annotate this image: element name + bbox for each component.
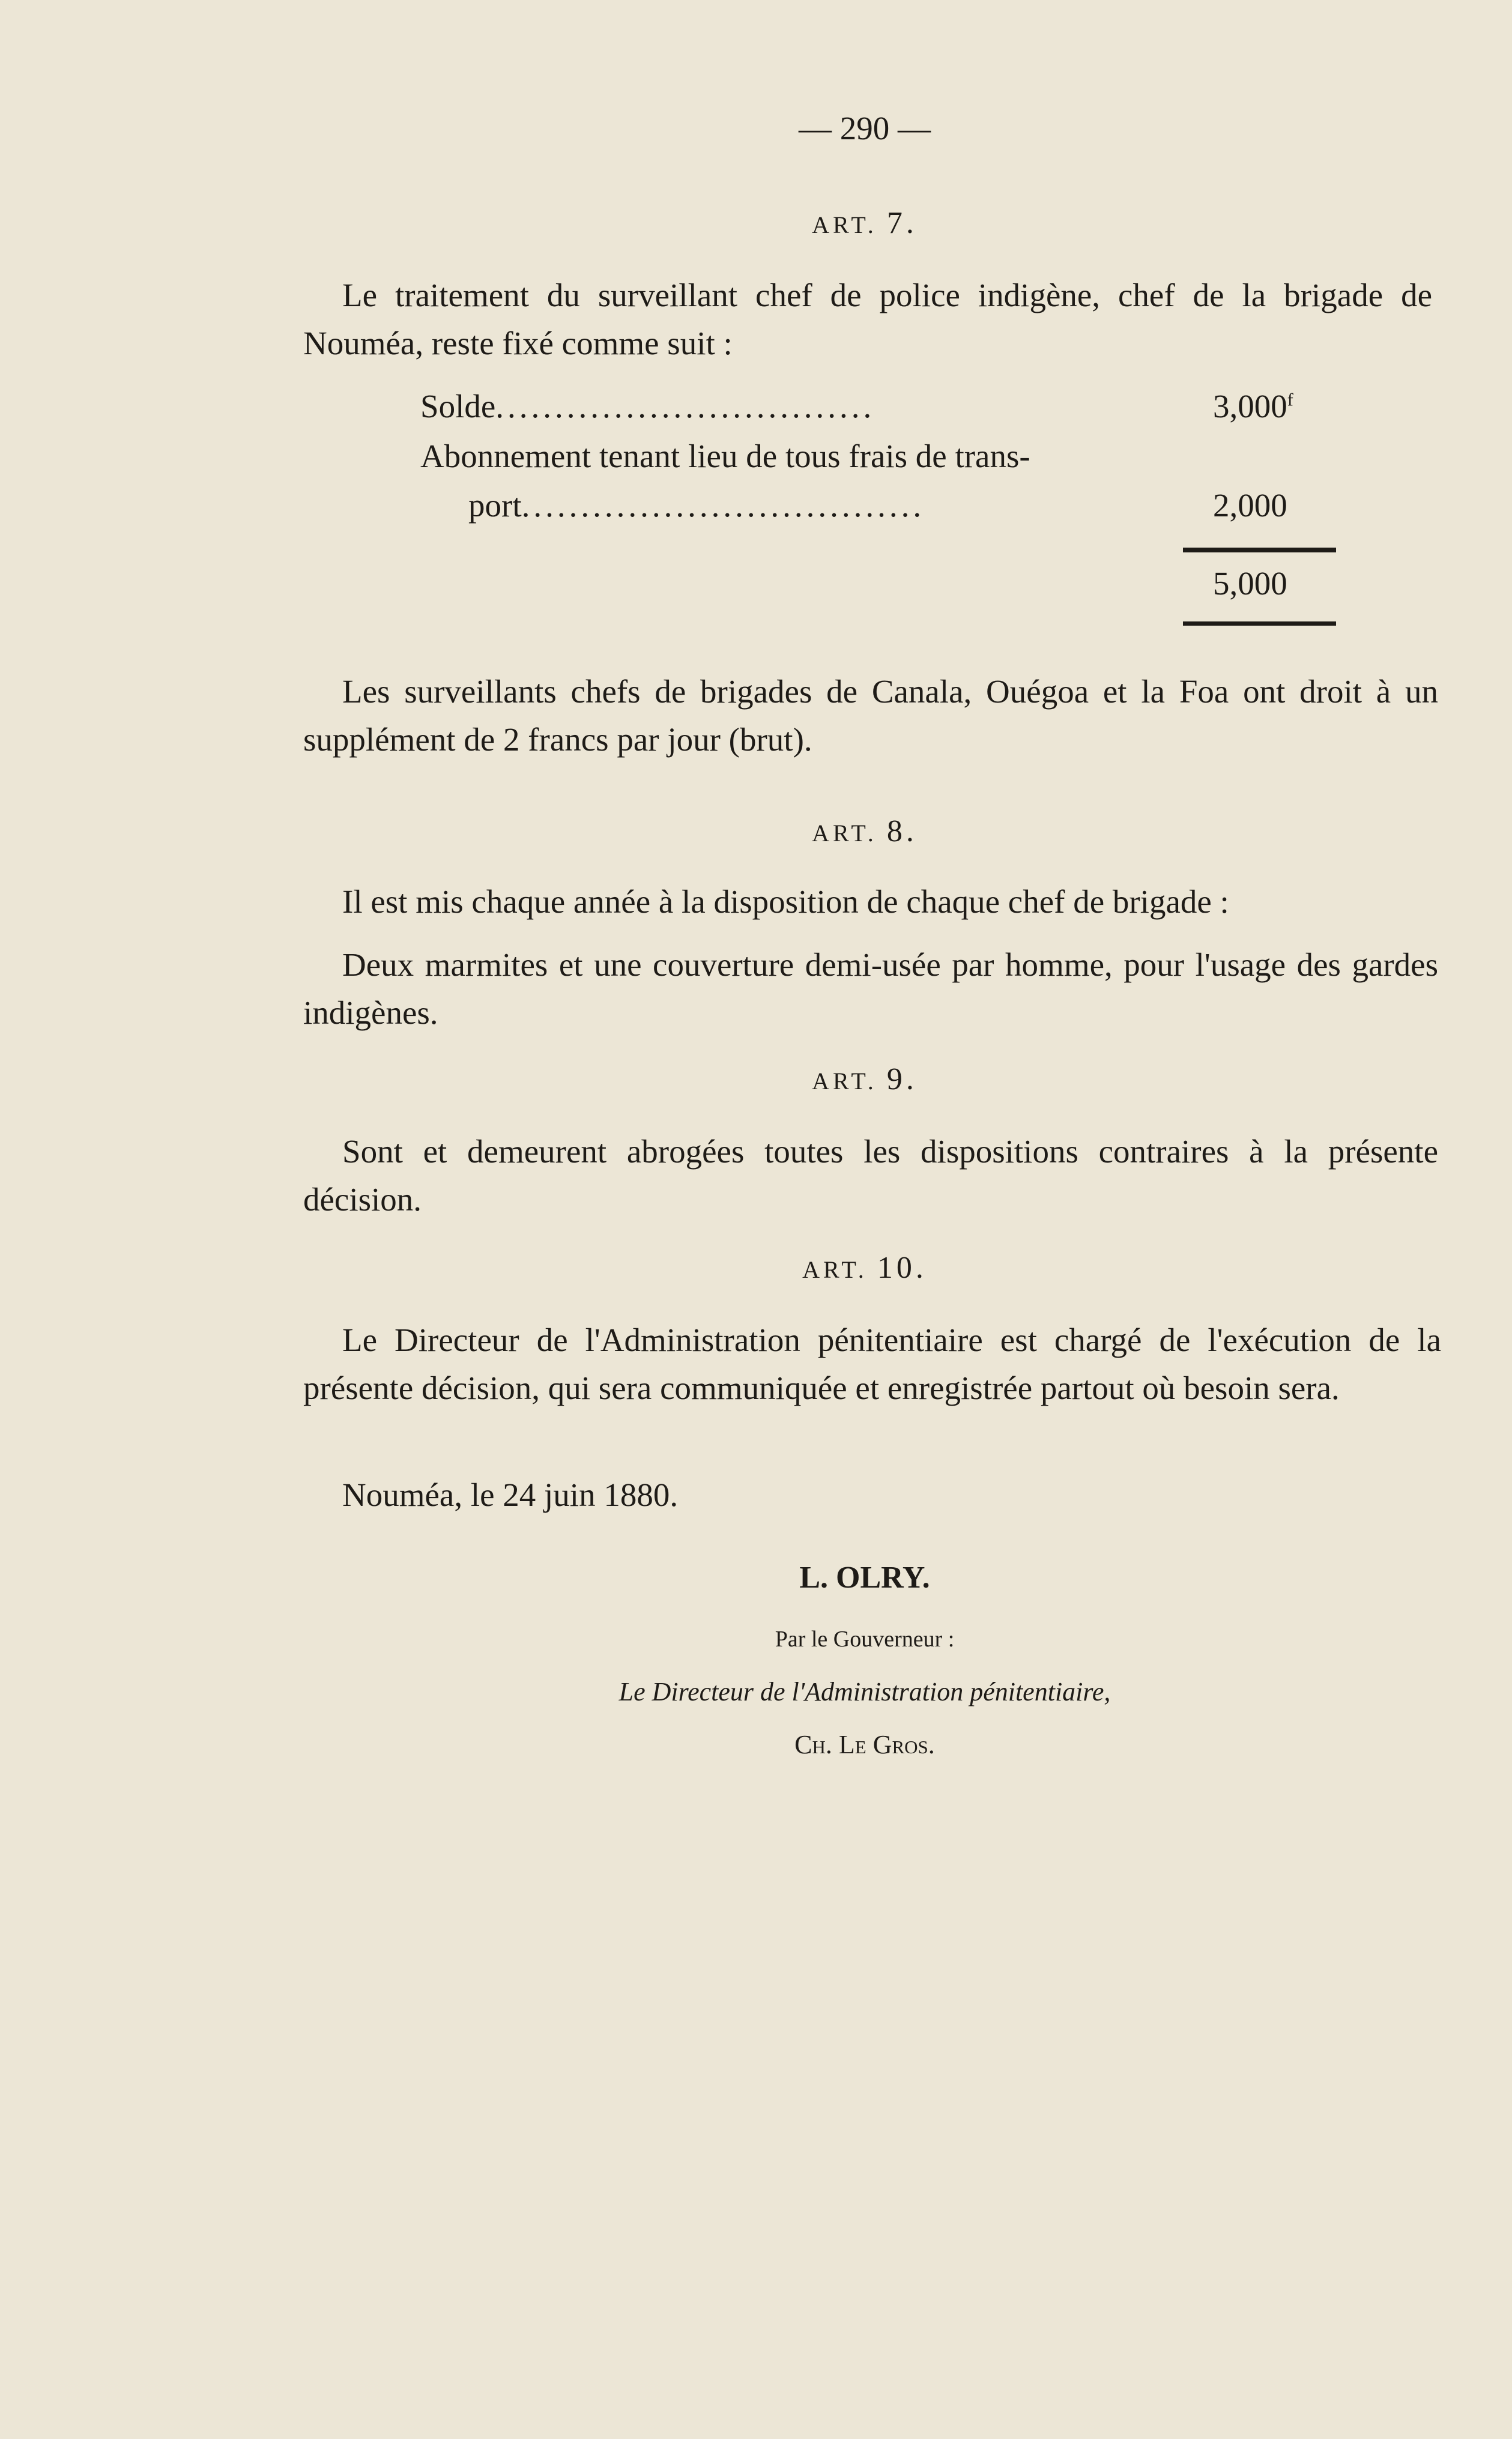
article-9-heading	[0, 1062, 1512, 1097]
article-9-paragraph: Sont et demeurent abrogées toutes les dispositions contraires à la présente décision.	[303, 1133, 1438, 1218]
leader-dots: ..................................	[521, 487, 925, 524]
article-7-paragraph: Le traitement du surveillant chef de police indigène, chef de la brigade de Nouméa, reste fixé comme suit :	[303, 277, 1432, 361]
sum-rule-top	[1183, 548, 1336, 552]
article-label: ART.	[812, 1068, 877, 1095]
article-number: 10.	[877, 1251, 927, 1285]
article-10-heading	[0, 1250, 1512, 1286]
article-number: 9.	[886, 1062, 918, 1096]
article-7-heading	[0, 205, 1512, 241]
row-solde-value	[1213, 387, 1293, 425]
row-port	[468, 486, 925, 524]
article-7-supplement: Les surveillants chefs de brigades de Canala, Ouégoa et la Foa ont droit à un supplément de 2 francs par jour (brut).	[303, 673, 1438, 758]
signatory-name: L. OLRY.	[799, 1561, 930, 1595]
total-value: 5,000	[1213, 565, 1287, 602]
article-label: ART.	[812, 211, 877, 238]
value-text: 3,000	[1213, 388, 1287, 425]
article-8-paragraph-2: Deux marmites et une couverture demi-usée par homme, pour l'usage des gardes indigènes.	[303, 946, 1438, 1031]
row-label: Solde	[420, 388, 496, 425]
article-8-paragraph-1: Il est mis chaque année à la disposition de chaque chef de brigade :	[342, 883, 1229, 920]
signature-par: Par le Gouverneur :	[775, 1627, 955, 1652]
row-port-value: 2,000	[1213, 487, 1287, 524]
row-solde	[420, 387, 875, 425]
page-number: — 290 —	[799, 110, 931, 147]
row-label: port	[468, 487, 522, 524]
currency-sup: f	[1287, 390, 1293, 410]
sum-rule-bottom	[1183, 621, 1336, 626]
signature-director: Ch. Le Gros.	[794, 1730, 935, 1759]
signature-title: Le Directeur de l'Administration pénitentiaire,	[618, 1677, 1111, 1706]
article-10-paragraph: Le Directeur de l'Administration pénitentiaire est chargé de l'exécution de la présente décision, qui sera communiquée et enregistrée partout où besoin sera.	[303, 1322, 1441, 1406]
row-abonnement: Abonnement tenant lieu de tous frais de trans-	[420, 438, 1030, 474]
leader-dots: ................................	[495, 388, 875, 425]
date-line: Nouméa, le 24 juin 1880.	[342, 1476, 679, 1513]
article-8-heading	[0, 814, 1512, 849]
article-number: 7.	[886, 206, 918, 240]
article-label: ART.	[812, 820, 877, 847]
article-label: ART.	[802, 1256, 868, 1283]
article-number: 8.	[886, 814, 918, 848]
